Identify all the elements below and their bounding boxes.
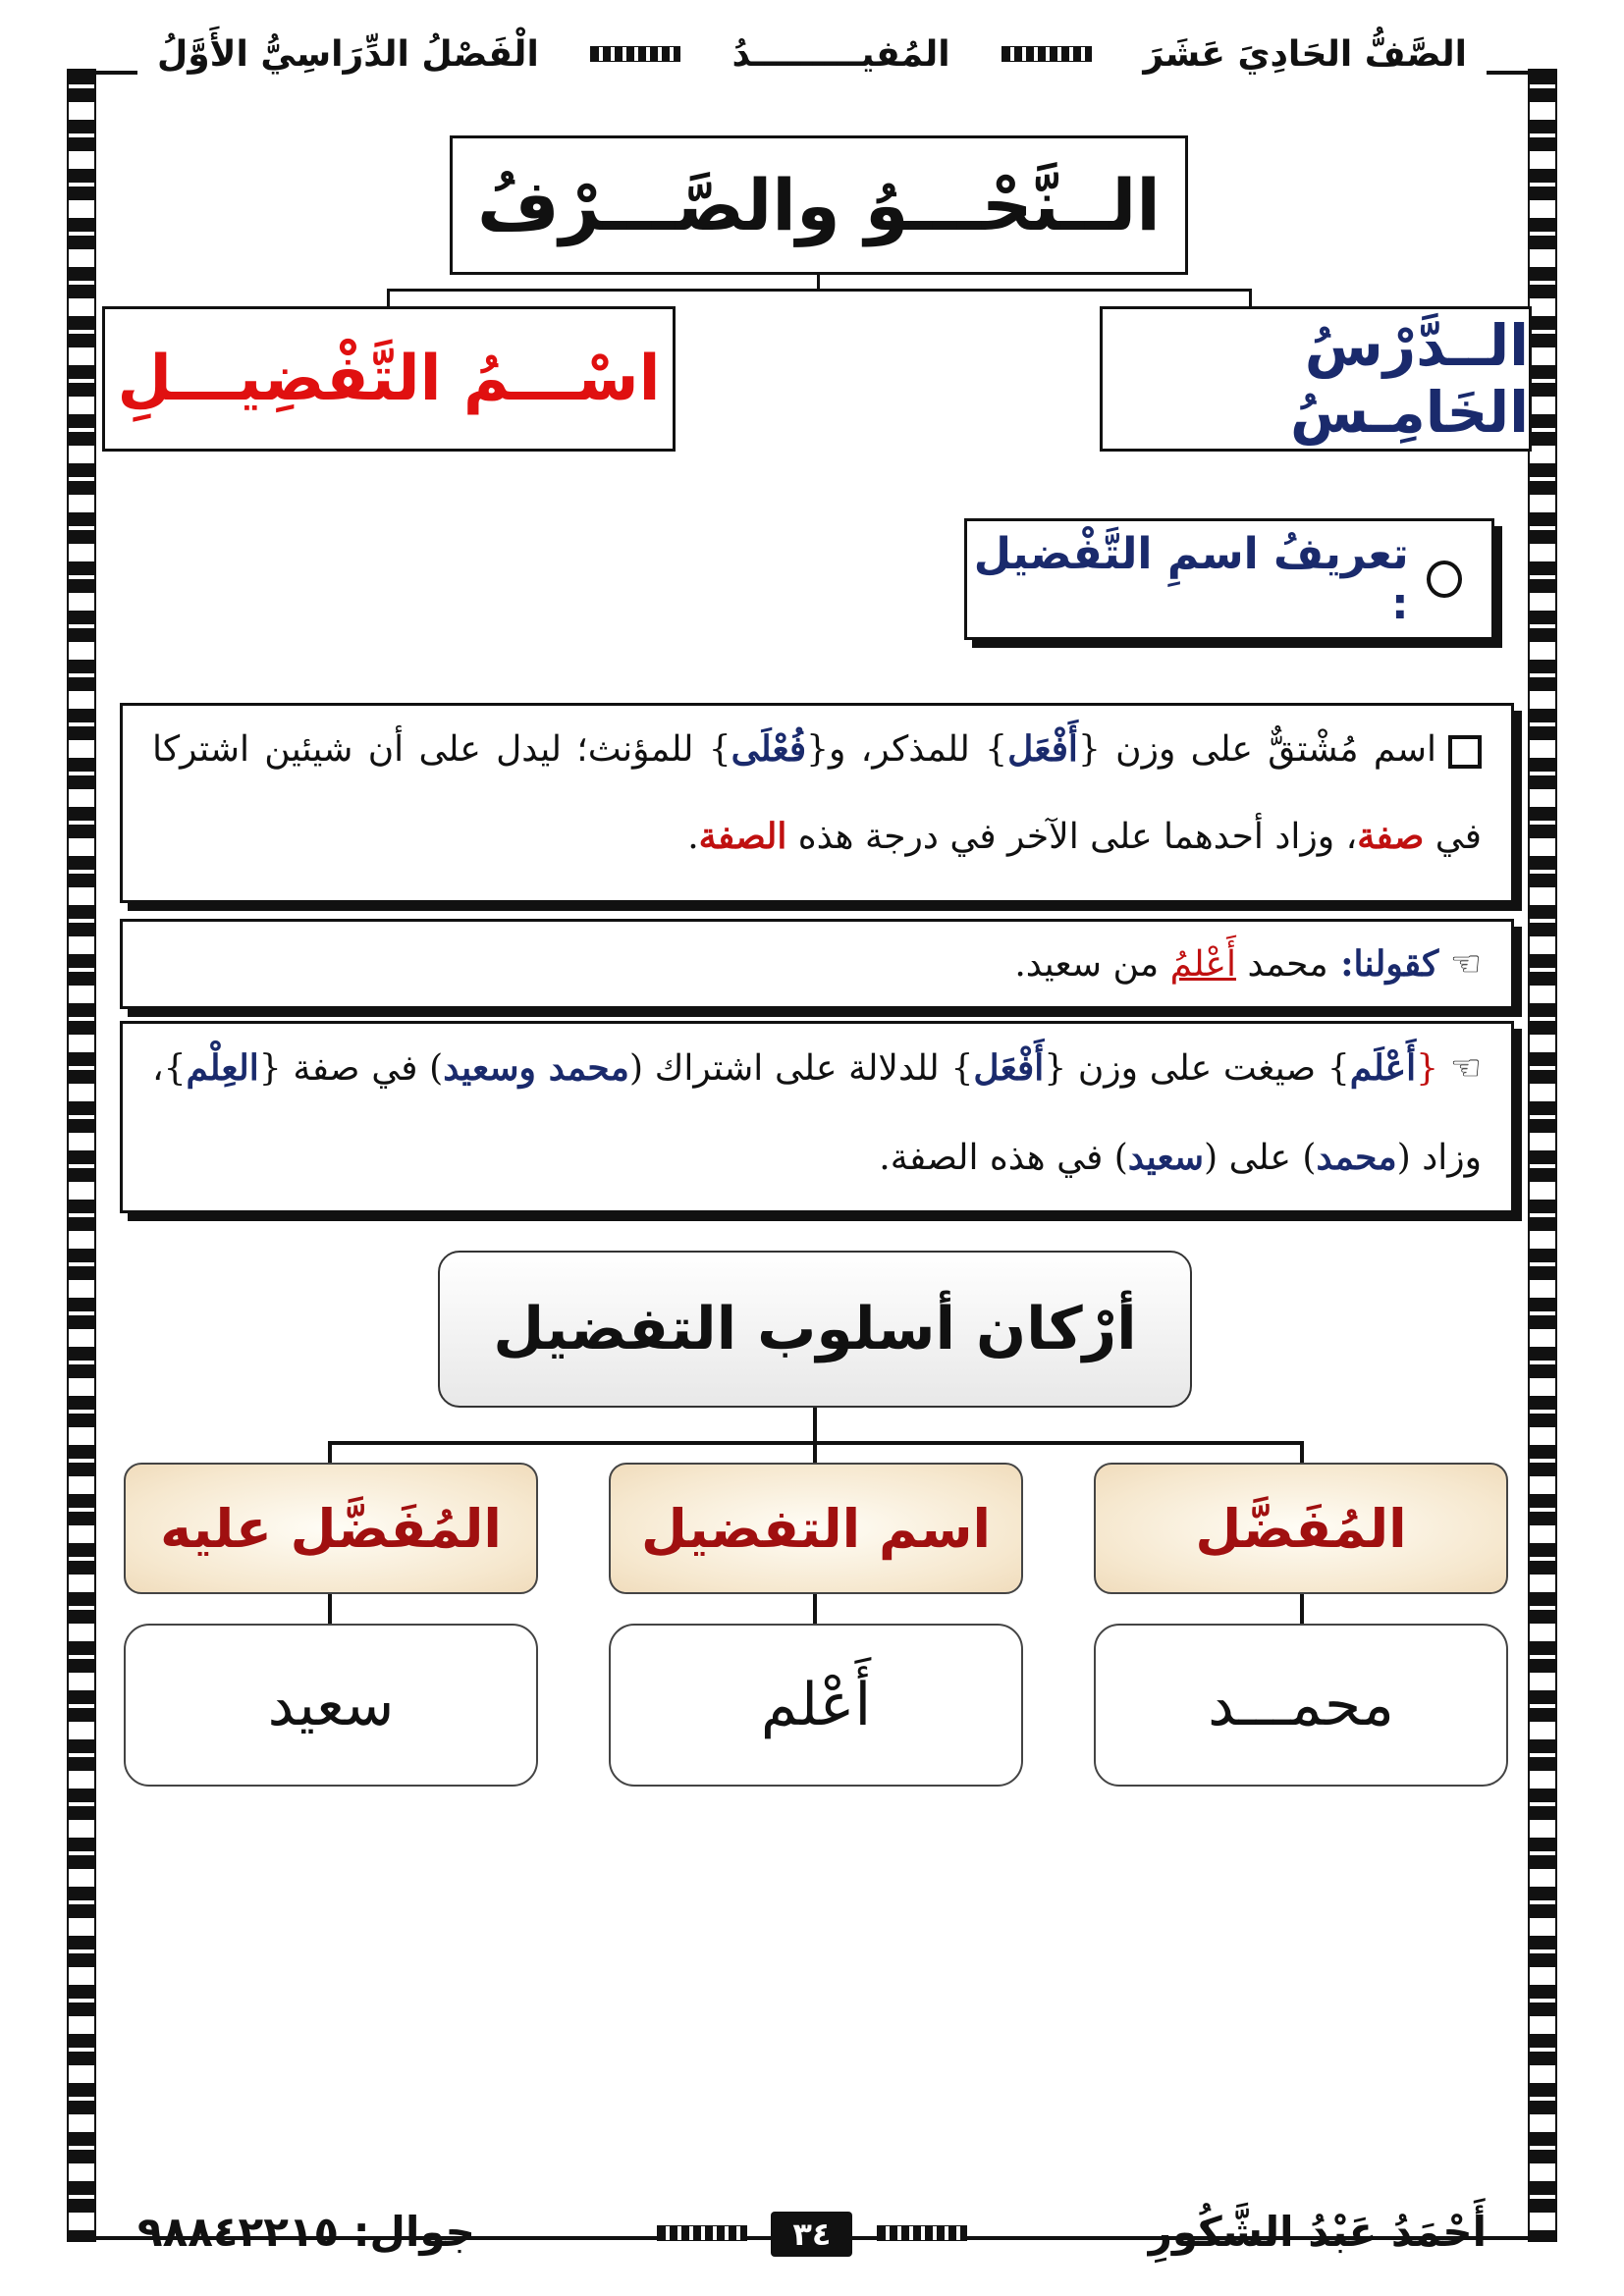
diagram-connector — [328, 1594, 332, 1626]
pointing-hand-icon: ☜ — [1438, 1048, 1483, 1089]
keyword-sifa: الصفة — [698, 816, 787, 857]
explanation-text: } للدلالة على اشتراك ( — [628, 1048, 974, 1089]
phone-number: جوال: ٩٨٨٤٢٢١٥ — [137, 2207, 475, 2256]
main-title: الــنَّحْـــوُ والصَّـــرْفُ — [450, 135, 1188, 275]
diagram-connector — [813, 1441, 817, 1465]
word-alam: أَعْلَم — [1349, 1047, 1417, 1089]
pillar-value-mufaddal-alayh: سعيد — [124, 1624, 538, 1787]
definition-text: . — [687, 817, 699, 857]
word-ilm: العِلْم — [186, 1047, 259, 1089]
pattern-fula: فُعْلَى — [731, 728, 807, 770]
tree-connector — [387, 289, 1251, 292]
ornament-divider — [657, 2225, 747, 2241]
name-said: سعيد — [1127, 1137, 1205, 1178]
tree-connector — [1249, 289, 1252, 308]
page-border-right — [1528, 69, 1557, 2242]
tree-connector — [387, 289, 390, 308]
pillar-head-ism-tafdil: اسم التفضيل — [609, 1463, 1023, 1594]
definition-text: } للمذكر، و{ — [806, 729, 1008, 770]
explanation-text: ) في هذه الصفة. — [879, 1138, 1128, 1178]
example-subject: محمد — [1236, 944, 1328, 985]
definition-text: } للمؤنث؛ ليدل على أن شيئين اشتركا في — [152, 729, 1482, 857]
author-name: أَحْمَدُ عَبْدُ الشَّكُورِ — [1148, 2207, 1487, 2256]
example-word: أَعْلمُ — [1169, 944, 1237, 985]
page-number: ٣٤ — [771, 2212, 852, 2257]
definition-box — [120, 703, 1514, 903]
explanation-text: ) في صفة { — [258, 1048, 444, 1089]
diagram-connector — [1300, 1441, 1304, 1465]
page-footer — [137, 2197, 1487, 2266]
checkbox-bullet-icon — [1448, 735, 1482, 769]
pattern-afal: أَفْعَل — [973, 1047, 1045, 1089]
page-number-area — [657, 2207, 967, 2257]
definition-text: اسم مُشْتقٌّ على وزن { — [1077, 729, 1437, 770]
pillar-head-mufaddal: المُفَضَّل — [1094, 1463, 1508, 1594]
ornament-divider — [590, 46, 680, 62]
page-header — [137, 29, 1487, 79]
page-border-left — [67, 69, 96, 2242]
name-muhammad: محمد — [1316, 1137, 1397, 1178]
diagram-connector — [1300, 1594, 1304, 1626]
pillar-head-mufaddal-alayh: المُفَضَّل عليه — [124, 1463, 538, 1594]
book-title: المُفيـــــــــدُ — [731, 33, 950, 75]
explanation-text: ) على ( — [1204, 1138, 1317, 1178]
definition-text: ، وزاد أحدهما على الآخر في درجة هذه — [786, 817, 1358, 857]
pillar-value-mufaddal: محمـــد — [1094, 1624, 1508, 1787]
grade-label: الصَّفُّ الحَادِيَ عَشَرَ — [1143, 33, 1467, 75]
explanation-text: }، وزاد ( — [152, 1048, 1482, 1178]
diagram-connector — [328, 1441, 332, 1465]
circle-bullet-icon — [1427, 561, 1462, 598]
explanation-text: { — [1416, 1048, 1438, 1089]
definition-heading — [964, 518, 1494, 640]
definition-heading-text: تعريفُ اسمِ التَّفْضيل : — [973, 529, 1409, 629]
ornament-divider — [877, 2225, 967, 2241]
lesson-label: الــدَّرْسُ الخَامِـسُ — [1100, 306, 1532, 452]
keyword-sifa: صفة — [1357, 816, 1425, 857]
example-rest: من سعيد. — [1014, 944, 1170, 985]
pattern-afal: أَفْعَل — [1007, 728, 1078, 770]
example-lead: كقولنا: — [1327, 943, 1439, 985]
explanation-text: } صيغت على وزن { — [1044, 1048, 1350, 1089]
ornament-divider — [1001, 46, 1092, 62]
topic-label: اسْـــمُ التَّفْضِيـــلِ — [102, 306, 676, 452]
names-both: محمد وسعيد — [443, 1047, 629, 1089]
term-label: الْفَصْلُ الدِّرَاسِيُّ الأَوَّلُ — [157, 33, 539, 75]
pointing-hand-icon: ☜ — [1438, 944, 1482, 985]
example-box — [120, 919, 1514, 1009]
diagram-connector — [813, 1594, 817, 1626]
pillar-value-ism-tafdil: أَعْلم — [609, 1624, 1023, 1787]
explanation-box — [120, 1021, 1514, 1213]
pillars-title: أرْكان أسلوب التفضيل — [438, 1251, 1192, 1408]
diagram-connector — [813, 1408, 817, 1443]
